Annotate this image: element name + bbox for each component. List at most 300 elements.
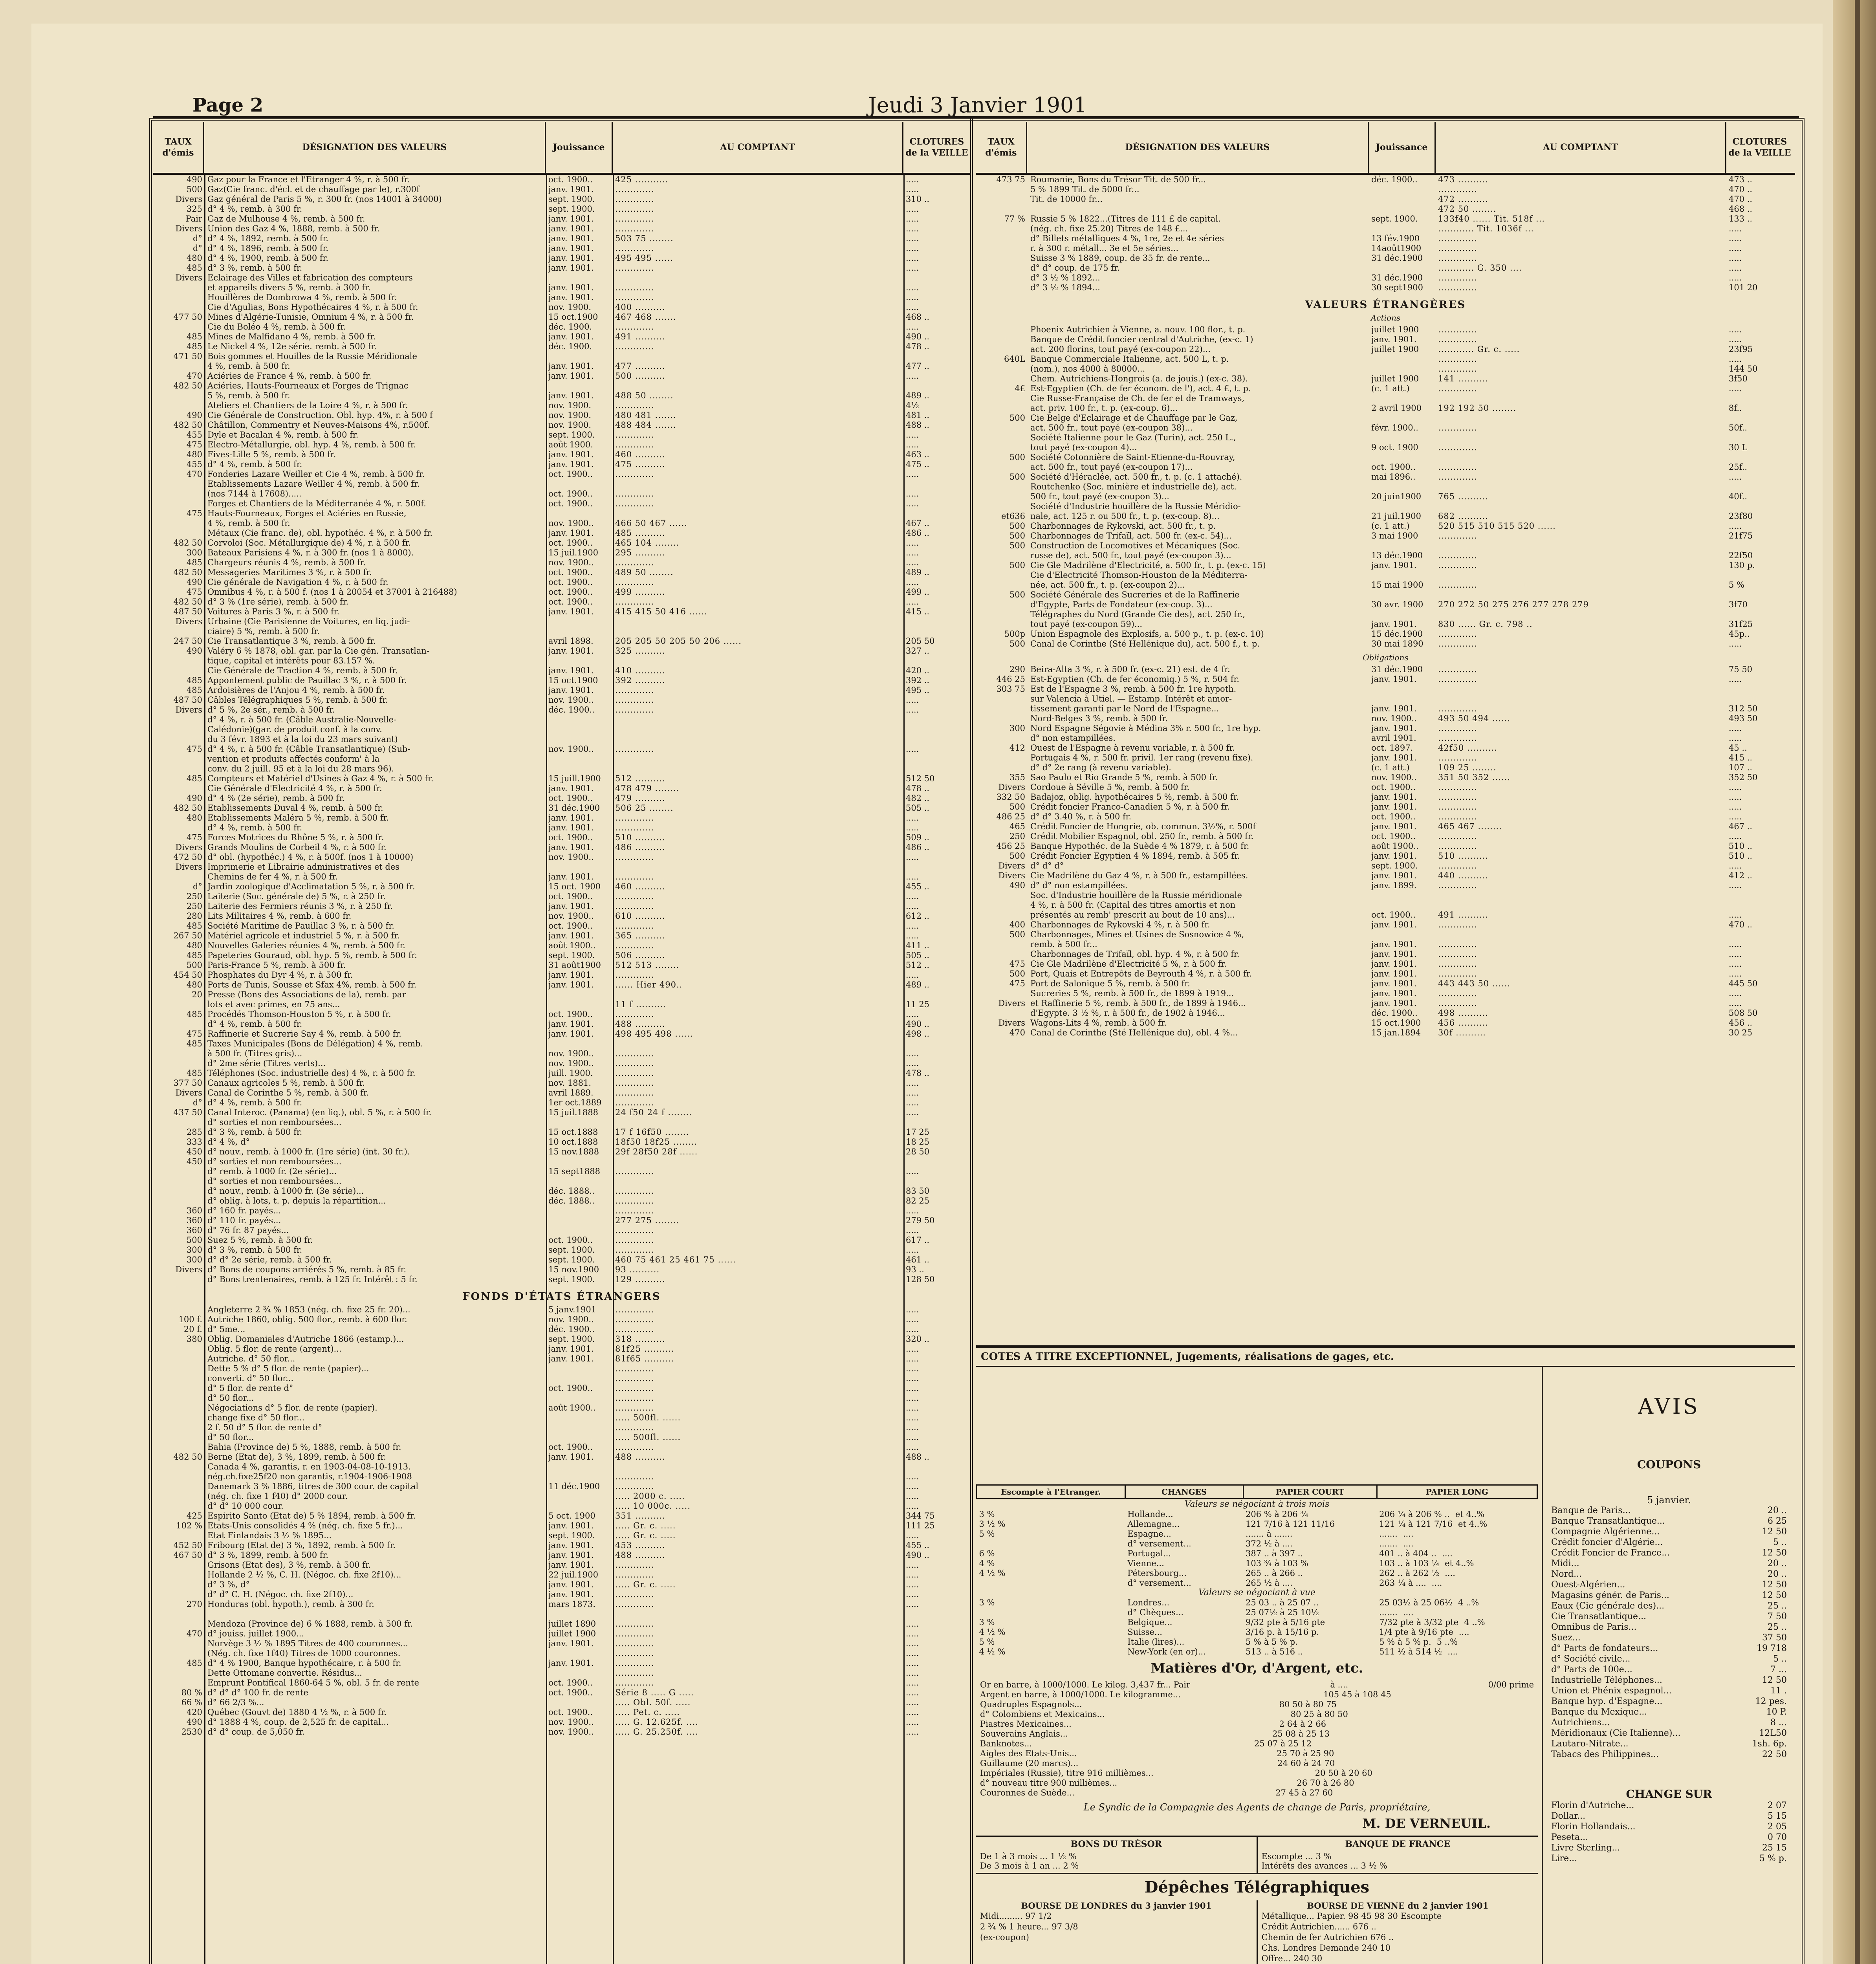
change-place: d° Chèques... xyxy=(1127,1607,1184,1617)
quote-comptant: ............. xyxy=(1438,639,1477,649)
quote-jouissance: janv. 1901. xyxy=(548,263,594,273)
quote-row xyxy=(153,931,970,941)
quote-designation: Société Générale des Sucreries et de la Raffinerie xyxy=(1030,590,1240,599)
item-value: 12 pes. xyxy=(1755,1697,1787,1706)
quote-jouissance: févr. 1900.. xyxy=(1371,423,1418,432)
change-court: 265 .. à 266 .. xyxy=(1246,1568,1303,1578)
quote-comptant: ............. xyxy=(1438,185,1477,194)
quote-taux: 485 xyxy=(186,1009,202,1019)
quote-row xyxy=(153,725,970,735)
quote-designation: tique, capital et intérêts pour 83.157 %. xyxy=(207,656,375,665)
quote-jouissance: oct. 1897. xyxy=(1371,743,1413,753)
quote-jouissance: janv. 1901. xyxy=(548,1344,594,1354)
quote-jouissance: janv. 1901. xyxy=(548,901,594,911)
quote-cloture: 101 20 xyxy=(1729,283,1758,292)
quote-row xyxy=(153,774,970,784)
quote-jouissance: 9 oct. 1900 xyxy=(1371,443,1418,452)
quote-row xyxy=(976,364,1795,374)
item-label: Union et Phénix espagnol... xyxy=(1551,1686,1672,1696)
quote-jouissance: 31 août1900 xyxy=(548,960,601,970)
quote-jouissance: août 1900. xyxy=(548,440,593,449)
quote-comptant: 506 25 ........ xyxy=(615,803,674,813)
quote-taux: 480 xyxy=(186,253,202,263)
quote-designation: Gaz de Mulhouse 4 %, remb. à 500 fr. xyxy=(207,214,365,224)
quote-designation: 500 fr., tout payé (ex-coupon 3)... xyxy=(1030,492,1169,501)
quote-row xyxy=(153,1688,970,1698)
right-table-header xyxy=(976,122,1795,175)
quote-comptant: ............. xyxy=(615,1245,654,1255)
quote-taux: 640L xyxy=(1004,354,1025,364)
quote-comptant: 18f50 18f25 ........ xyxy=(615,1137,698,1147)
quote-cloture: ..... xyxy=(906,1727,919,1737)
item-value: 25 15 xyxy=(1762,1843,1787,1853)
quote-taux: 412 xyxy=(1009,743,1025,753)
quote-designation: Chemins de fer 4 %, r. à 500 fr. xyxy=(207,872,338,881)
quote-cloture: 445 50 xyxy=(1729,979,1758,988)
item-label: Industrielle Téléphones... xyxy=(1551,1675,1662,1685)
quote-cloture: 30 25 xyxy=(1729,1028,1753,1037)
quote-designation: Sao Paulo et Rio Grande 5 %, remb. à 500 fr. xyxy=(1030,773,1218,782)
quote-jouissance: janv. 1901. xyxy=(1371,979,1417,988)
quote-designation: vention et produits affectés conform' à la xyxy=(207,754,380,764)
quote-row xyxy=(976,551,1795,561)
quote-jouissance: 13 fév.1900 xyxy=(1371,234,1420,243)
quote-cloture: ..... xyxy=(906,1098,919,1107)
quote-cloture: 467 .. xyxy=(1729,822,1753,831)
quote-cloture: ..... xyxy=(906,1354,919,1363)
quote-designation: Urbaine (Cie Parisienne de Voitures, en liq. judi- xyxy=(207,617,410,626)
quote-row xyxy=(153,862,970,872)
quote-row xyxy=(976,561,1795,570)
quote-cloture: 468 .. xyxy=(1729,204,1753,214)
quote-cloture: ..... xyxy=(906,283,919,292)
quote-cloture: 499 .. xyxy=(906,587,930,597)
quote-cloture: 31f25 xyxy=(1729,619,1753,629)
quote-jouissance: janv. 1901. xyxy=(548,361,594,371)
bourse-londres-row: 2 ¾ % 1 heure... 97 3/8 xyxy=(980,1922,1078,1931)
quote-designation: nég.ch.fixe25f20 non garantis, r.1904-1906-1908 xyxy=(207,1472,412,1481)
cotes-exceptionnel-box xyxy=(976,1345,1795,1964)
quote-row xyxy=(153,1078,970,1088)
quote-jouissance: janv. 1901. xyxy=(548,646,594,656)
quote-row xyxy=(976,881,1795,890)
quote-comptant: 488 .......... xyxy=(615,1550,665,1560)
quote-jouissance: juillet 1900 xyxy=(1371,374,1419,383)
quote-row xyxy=(153,1698,970,1708)
quote-comptant: ............. xyxy=(1438,325,1477,334)
quote-comptant: ............. xyxy=(615,1226,654,1235)
quote-cloture: 467 .. xyxy=(906,518,930,528)
quote-jouissance: janv. 1901. xyxy=(548,1560,594,1570)
quote-row xyxy=(153,312,970,322)
quote-comptant: ............. xyxy=(1438,832,1477,841)
quote-jouissance: 15 oct.1900 xyxy=(548,312,598,322)
quote-cloture: ..... xyxy=(906,538,919,548)
quote-cloture: ..... xyxy=(1729,674,1742,684)
quote-jouissance: 15 nov.1900 xyxy=(548,1265,599,1274)
item-label: d° Société civile... xyxy=(1551,1654,1631,1664)
quote-comptant: ............. xyxy=(1438,364,1477,374)
quote-comptant: 81f65 .......... xyxy=(615,1354,674,1363)
quote-row xyxy=(153,1609,970,1619)
quote-comptant: ............. xyxy=(1438,998,1477,1008)
quote-jouissance: déc. 1900.. xyxy=(548,705,595,715)
change-long xyxy=(1377,1607,1537,1617)
quote-comptant: ............. xyxy=(615,1629,654,1638)
change-long-value: 121 ¼ à 121 7/16 xyxy=(1379,1519,1453,1529)
quote-cloture: ..... xyxy=(906,852,919,862)
item-value: 5 .. xyxy=(1773,1654,1787,1664)
quote-taux: 485 xyxy=(186,263,202,273)
quote-comptant: ............. xyxy=(1438,273,1477,282)
quote-taux: 482 50 xyxy=(173,568,202,577)
quote-jouissance: nov. 1900. xyxy=(548,420,592,430)
quote-row xyxy=(153,764,970,774)
quote-designation: tout payé (ex-coupon 59)... xyxy=(1030,619,1142,629)
quote-cloture: ..... xyxy=(906,1580,919,1589)
quote-row xyxy=(153,813,970,823)
quote-cloture: ..... xyxy=(1729,940,1742,949)
quote-taux: 303 75 xyxy=(996,684,1025,694)
quote-designation: Chargeurs réunis 4 %, remb. à 500 fr. xyxy=(207,558,366,567)
quote-row xyxy=(153,1275,970,1284)
quote-taux: d° xyxy=(193,234,202,243)
change-escompte xyxy=(977,1539,1125,1548)
quote-taux: Divers xyxy=(175,1265,202,1274)
quote-comptant: 325 .......... xyxy=(615,646,665,656)
quote-comptant: ............. xyxy=(1438,940,1477,949)
quote-taux: d° xyxy=(193,244,202,253)
quote-designation: Electro-Métallurgie, obl. hyp. 4 %, remb. à 500 fr. xyxy=(207,440,416,449)
coupons-title: COUPONS xyxy=(1637,1458,1701,1471)
change-row xyxy=(977,1548,1537,1558)
quote-row xyxy=(976,263,1795,273)
quote-row xyxy=(153,548,970,558)
quote-row xyxy=(153,1315,970,1325)
quote-row xyxy=(153,1501,970,1511)
quote-designation: d° 4 %, remb. à 500 fr. xyxy=(207,823,302,832)
quote-row xyxy=(153,1442,970,1452)
changes-head-changes: CHANGES xyxy=(1125,1485,1243,1499)
metal-price: 105 45 à 108 45 xyxy=(1323,1690,1391,1699)
quote-row xyxy=(153,352,970,361)
quote-cloture: ..... xyxy=(1729,861,1742,870)
quote-comptant: ............. xyxy=(615,813,654,823)
change-long-value: 263 ¼ à .... xyxy=(1379,1578,1426,1588)
item-label: d° Parts de 100e... xyxy=(1551,1665,1632,1675)
quote-cloture: ..... xyxy=(1729,335,1742,344)
quote-jouissance: janv. 1901. xyxy=(548,234,594,243)
quote-jouissance: janv. 1901. xyxy=(548,843,594,852)
quote-designation: Québec (Gouvt de) 1880 4 ½ %, r. à 500 fr. xyxy=(207,1708,387,1717)
quote-comptant: ............. xyxy=(615,1590,654,1599)
quote-row xyxy=(153,1511,970,1521)
quote-row xyxy=(153,656,970,666)
quote-taux: 300 xyxy=(1009,724,1025,733)
quote-cloture: ..... xyxy=(1729,244,1742,253)
quote-row xyxy=(976,910,1795,920)
quote-cloture: 23f80 xyxy=(1729,511,1753,521)
quote-row xyxy=(153,1059,970,1068)
quote-taux: 450 xyxy=(186,1147,202,1156)
item-value: 5 .. xyxy=(1773,1537,1787,1547)
quote-row xyxy=(153,1649,970,1658)
quote-comptant: ............. xyxy=(1438,384,1477,393)
list-item xyxy=(1543,1506,1795,1516)
quote-taux: 500 xyxy=(1009,930,1025,939)
quote-row xyxy=(976,413,1795,423)
quote-cloture: ..... xyxy=(906,1531,919,1540)
quote-jouissance: 31 déc.1900 xyxy=(1371,253,1423,263)
quote-cloture: 144 50 xyxy=(1729,364,1758,374)
quote-designation: d° d° coup. de 5,050 fr. xyxy=(207,1727,305,1737)
quote-comptant: 440 .......... xyxy=(1438,871,1488,880)
quote-designation: Grisons (Etat des), 3 %, remb. à 500 fr. xyxy=(207,1560,371,1570)
quote-cloture: 8f.. xyxy=(1729,403,1742,413)
quote-jouissance: 15 juil.1888 xyxy=(548,1108,598,1117)
quote-row xyxy=(153,401,970,410)
quote-designation: Crédit Foncier Egyptien 4 % 1894, remb. à 505 fr. xyxy=(1030,851,1240,861)
list-item xyxy=(1543,1569,1795,1580)
quote-comptant: 42f50 .......... xyxy=(1438,743,1497,753)
metal-price: 80 50 à 80 75 xyxy=(1279,1700,1337,1709)
quote-designation: Cordoue à Séville 5 %, remb. à 500 fr. xyxy=(1030,782,1190,792)
quote-row xyxy=(153,685,970,695)
quote-jouissance: sept. 1900. xyxy=(548,430,595,440)
metal-label: Piastres Mexicaines... xyxy=(980,1719,1072,1729)
change-place: Italie (lires)... xyxy=(1127,1637,1185,1647)
change-long xyxy=(1377,1529,1537,1539)
change-court: 372 ½ à .... xyxy=(1246,1539,1293,1548)
quote-taux: 475 xyxy=(186,1029,202,1039)
quote-row xyxy=(153,391,970,401)
quote-designation: sur Valencia à Utiel. — Estamp. Intérêt et amor- xyxy=(1030,694,1232,704)
quote-comptant: ..... Obl. 50f. ..... xyxy=(615,1698,691,1707)
quote-designation: d'Egypte. 3 ½ %, r. à 500 fr., de 1902 à 1946... xyxy=(1030,1008,1225,1018)
quote-jouissance: janv. 1901. xyxy=(1371,851,1417,861)
quote-cloture: 411 .. xyxy=(906,941,930,950)
quote-jouissance: oct. 1900.. xyxy=(548,1009,593,1019)
quote-row xyxy=(153,1255,970,1265)
quote-cloture: 470 .. xyxy=(1729,194,1753,204)
quote-comptant: 493 50 494 ...... xyxy=(1438,714,1510,723)
quote-jouissance: sept. 1900. xyxy=(1371,214,1418,224)
quote-comptant: ...... Hier 490.. xyxy=(615,980,683,989)
bons-tresor-title: BONS DU TRÉSOR xyxy=(1070,1839,1162,1849)
quote-jouissance: janv. 1901. xyxy=(548,253,594,263)
quote-comptant: ..... Gr. c. ..... xyxy=(615,1531,676,1540)
quote-jouissance: nov. 1900.. xyxy=(548,1717,594,1727)
quote-row xyxy=(153,1354,970,1364)
quote-row xyxy=(976,521,1795,531)
quote-jouissance: sept. 1900. xyxy=(548,1255,595,1264)
quote-designation: conv. du 2 juill. 95 et à la loi du 28 mars 96). xyxy=(207,764,394,773)
quote-comptant: ............. xyxy=(615,499,654,508)
quote-row xyxy=(976,185,1795,194)
quote-row xyxy=(976,335,1795,344)
quote-comptant: 277 275 ........ xyxy=(615,1216,679,1225)
quote-taux: 4£ xyxy=(1015,384,1025,393)
quote-jouissance: déc. 1900. xyxy=(548,342,592,351)
quote-row xyxy=(153,1521,970,1531)
quote-row xyxy=(976,423,1795,433)
quote-cloture: ..... xyxy=(906,548,919,557)
item-label: Lire... xyxy=(1551,1854,1577,1863)
quote-row xyxy=(153,666,970,676)
quote-taux: 487 50 xyxy=(173,695,202,705)
quote-designation: du 3 févr. 1893 et à la loi du 23 mars suivant) xyxy=(207,735,398,744)
quote-designation: d° d° 2e série, remb. à 500 fr. xyxy=(207,1255,332,1264)
quote-taux: 285 xyxy=(186,1127,202,1137)
list-item xyxy=(1543,1854,1795,1864)
item-value: 12 50 xyxy=(1762,1590,1787,1600)
quote-jouissance: janv. 1901. xyxy=(548,1658,594,1668)
quote-cloture: ..... xyxy=(1729,472,1742,482)
change-court: 5 % à 5 % p. xyxy=(1246,1637,1298,1647)
item-value: 12 50 xyxy=(1762,1675,1787,1685)
quote-jouissance: janv. 1901. xyxy=(1371,969,1417,978)
quote-row xyxy=(153,1098,970,1108)
quote-row xyxy=(976,273,1795,283)
quote-designation: Angleterre 2 ¾ % 1853 (nég. ch. fixe 25 fr. 20)... xyxy=(207,1305,410,1314)
etrangeres-title: VALEURS ÉTRANGÈRES xyxy=(1305,299,1466,311)
quote-comptant: ............. xyxy=(615,1009,654,1019)
quote-comptant: ..... Gr. c. ..... xyxy=(615,1521,676,1530)
quote-row xyxy=(976,492,1795,502)
quote-designation: (Nég. ch. fixe 1f40) Titres de 1000 couronnes. xyxy=(207,1649,401,1658)
quote-designation: Autriche 1860, oblig. 500 flor., remb. à 600 flor. xyxy=(207,1315,407,1324)
quote-designation: Câbles Télégraphiques 5 %, remb. à 500 fr. xyxy=(207,695,388,705)
quote-comptant: ............. xyxy=(615,744,654,754)
quote-row xyxy=(153,1560,970,1570)
quote-jouissance: janv. 1901. xyxy=(1371,989,1417,998)
quote-designation: Cie Générale d'Electricité 4 %, r. à 500 fr. xyxy=(207,784,382,793)
quote-designation: Nouvelles Galeries réunies 4 %, remb. à 500 fr. xyxy=(207,941,405,950)
item-value: 20 .. xyxy=(1768,1506,1787,1515)
quote-taux: 250 xyxy=(186,901,202,911)
quote-row xyxy=(976,998,1795,1008)
quote-designation: Négociations d° 5 flor. de rente (papier). xyxy=(207,1403,377,1413)
quote-comptant: ............. xyxy=(1438,423,1477,432)
quote-comptant: ............. xyxy=(1438,861,1477,870)
actions-title: Actions xyxy=(1370,313,1401,322)
item-value: 12 50 xyxy=(1762,1580,1787,1590)
change-place: Allemagne... xyxy=(1127,1519,1180,1529)
quote-comptant: ............. xyxy=(1438,881,1477,890)
quote-comptant: ............. xyxy=(1438,629,1477,639)
fonds-quote-list xyxy=(153,1305,970,1737)
item-label: Nord... xyxy=(1551,1569,1582,1579)
quote-cloture: 456 .. xyxy=(1729,1018,1753,1028)
quote-designation: Charbonnages de Rykovski 4 %, r. à 500 fr. xyxy=(1030,920,1210,929)
quote-comptant: 489 50 ........ xyxy=(615,568,674,577)
quote-comptant: ............. xyxy=(615,244,654,253)
quote-row xyxy=(153,744,970,754)
quote-designation: d° 3 %, remb. à 500 fr. xyxy=(207,263,302,273)
quote-jouissance: nov. 1900. xyxy=(548,410,592,420)
bourse-vienne-row: Offre... 240 30 xyxy=(1261,1954,1323,1963)
quote-taux: 270 xyxy=(186,1599,202,1609)
quote-row xyxy=(153,941,970,951)
change-long xyxy=(1377,1617,1537,1627)
quote-row xyxy=(153,1147,970,1157)
item-value: 0 70 xyxy=(1768,1832,1787,1842)
quote-jouissance: oct. 1900.. xyxy=(1371,462,1416,472)
quote-taux: 470 xyxy=(186,469,202,479)
quote-comptant: 460 .......... xyxy=(615,450,665,459)
quote-cloture: ..... xyxy=(906,371,919,381)
quote-designation: Cie Transatlantique 3 %, remb. à 500 fr. xyxy=(207,636,376,646)
quote-comptant: 109 25 ........ xyxy=(1438,763,1497,772)
quote-cloture: 488 .. xyxy=(906,1452,930,1462)
quote-comptant: 485 .......... xyxy=(615,528,665,538)
left-table-header xyxy=(153,122,970,175)
quote-jouissance: janv. 1901. xyxy=(548,784,594,793)
quote-jouissance: janv. 1901. xyxy=(548,460,594,469)
quote-taux: 475 xyxy=(186,587,202,597)
quote-jouissance: août 1900.. xyxy=(548,1403,596,1413)
quote-designation: Canal de Corinthe 5 %, remb. à 500 fr. xyxy=(207,1088,369,1097)
item-label: Cie Transatlantique... xyxy=(1551,1612,1647,1621)
change-escompte xyxy=(977,1578,1125,1588)
change-court: 3/16 p. à 15/16 p. xyxy=(1246,1627,1319,1637)
item-value: 12 50 xyxy=(1762,1527,1787,1537)
quote-cloture: ..... xyxy=(1729,639,1742,649)
quote-taux: 456 25 xyxy=(996,841,1025,851)
quote-row xyxy=(153,1452,970,1462)
change-place: New-York (en or)... xyxy=(1127,1647,1206,1656)
quote-cloture: ..... xyxy=(1729,224,1742,233)
quote-jouissance: sept. 1900. xyxy=(548,1245,595,1255)
bourse-vienne xyxy=(1258,1900,1538,1964)
quote-comptant: 512 .......... xyxy=(615,774,665,783)
quote-taux: 475 xyxy=(186,440,202,449)
change-long-rate: .... xyxy=(1445,1568,1455,1578)
quote-designation: d'Egypte, Parts de Fondateur (ex-coup. 3)... xyxy=(1030,600,1213,609)
item-label: Tabacs des Philippines... xyxy=(1551,1750,1659,1759)
list-item xyxy=(1543,1537,1795,1548)
quote-comptant: ............. xyxy=(615,293,654,302)
quote-comptant: 486 .......... xyxy=(615,843,665,852)
change-long-value: 262 .. à 262 ½ xyxy=(1379,1568,1440,1578)
quote-designation: d° 110 fr. payés... xyxy=(207,1216,281,1225)
quote-row xyxy=(153,627,970,636)
quote-row xyxy=(153,921,970,931)
quote-jouissance: oct. 1900.. xyxy=(1371,782,1416,792)
quote-comptant: ............. xyxy=(615,224,654,233)
changes-vue-label: Valeurs se négociant à vue xyxy=(1198,1588,1316,1598)
quote-comptant: ............. xyxy=(615,1059,654,1068)
quote-comptant: ............. xyxy=(1438,244,1477,253)
quote-designation: Hauts-Fourneaux, Forges et Aciéries en Russie, xyxy=(207,509,407,518)
quote-taux: 485 xyxy=(186,342,202,351)
change-sur-list xyxy=(1543,1801,1795,1864)
list-item xyxy=(1543,1675,1795,1686)
quote-jouissance: janv. 1901. xyxy=(548,1541,594,1550)
quote-cloture: 50f.. xyxy=(1729,423,1748,432)
quote-comptant: 488 .......... xyxy=(615,1019,665,1029)
quote-taux: 485 xyxy=(186,951,202,960)
quote-comptant: 488 .......... xyxy=(615,1452,665,1462)
quote-jouissance: janv. 1899. xyxy=(1371,881,1417,890)
change-long-rate: .... xyxy=(1403,1539,1414,1548)
change-long xyxy=(1377,1598,1537,1607)
quote-comptant: ............. xyxy=(1438,949,1477,959)
quote-jouissance: juillet 1900 xyxy=(1371,344,1419,354)
quote-designation: Calédonie)(gar. de produit conf. à la conv. xyxy=(207,725,382,734)
quote-row xyxy=(153,430,970,440)
quote-cloture: 505 .. xyxy=(906,803,930,813)
